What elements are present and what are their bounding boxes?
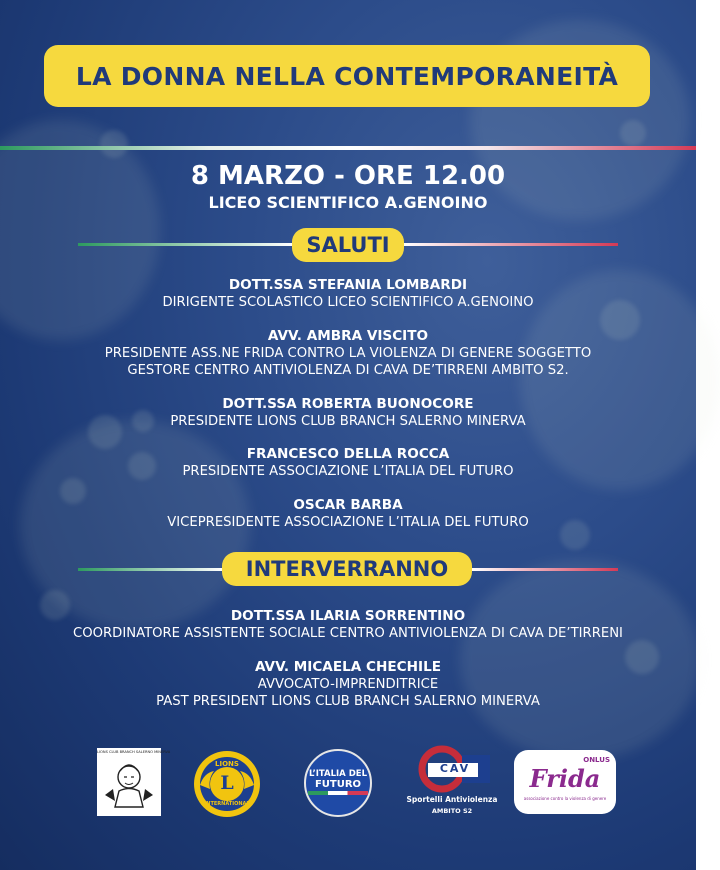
section-label-saluti: SALUTI xyxy=(292,228,404,262)
section-divider-left xyxy=(78,243,292,246)
speaker-name: FRANCESCO DELLA ROCCA xyxy=(246,446,450,462)
speaker-name: DOTT.SSA STEFANIA LOMBARDI xyxy=(228,277,468,293)
speaker-role: DIRIGENTE SCOLASTICO LICEO SCIENTIFICO A.GENOINO xyxy=(162,295,534,310)
lions-logo-top-text: LIONS xyxy=(215,760,239,768)
speaker-entry xyxy=(0,446,696,480)
sportelli-antiviolenza-logo xyxy=(406,747,498,823)
speaker-role: PRESIDENTE LIONS CLUB BRANCH SALERNO MINERVA xyxy=(170,414,526,429)
event-title: LA DONNA NELLA CONTEMPORANEITÀ xyxy=(75,61,619,91)
speaker-role: PRESIDENTE ASS.NE FRIDA CONTRO LA VIOLENZA DI GENERE SOGGETTO xyxy=(104,346,592,361)
speaker-entry xyxy=(0,497,696,531)
mimosa-flower-decoration xyxy=(620,120,646,146)
speaker-entry xyxy=(0,328,696,379)
sportelli-line1: Sportelli Antiviolenza xyxy=(406,795,498,804)
section-divider-right xyxy=(472,568,618,571)
section-divider-left xyxy=(78,568,222,571)
speaker-entry xyxy=(0,659,696,710)
lions-logo-letter: L xyxy=(220,772,234,794)
speaker-entry xyxy=(0,277,696,311)
speaker-entry xyxy=(0,608,696,642)
speaker-role: AVVOCATO-IMPRENDITRICE xyxy=(257,677,439,692)
event-venue: LICEO SCIENTIFICO A.GENOINO xyxy=(208,193,488,212)
sportelli-line2: AMBITO S2 xyxy=(431,807,473,815)
lions-international-logo xyxy=(192,749,262,819)
tricolor-divider xyxy=(0,146,696,150)
lions-logo-bottom-text: INTERNATIONAL xyxy=(204,801,250,807)
speaker-role: COORDINATORE ASSISTENTE SOCIALE CENTRO ANTIVIOLENZA DI CAVA DE’TIRRENI xyxy=(73,626,623,641)
italia-logo-line1: L’ITALIA DEL xyxy=(309,769,367,779)
mimosa-flower-decoration xyxy=(100,130,128,158)
speaker-name: AVV. MICAELA CHECHILE xyxy=(254,659,442,675)
title-banner xyxy=(44,45,650,107)
frida-wordmark: Frida xyxy=(529,764,601,793)
speaker-name: DOTT.SSA ROBERTA BUONOCORE xyxy=(222,396,474,412)
frida-tag: ONLUS xyxy=(583,756,610,764)
speaker-role: VICEPRESIDENTE ASSOCIAZIONE L’ITALIA DEL FUTURO xyxy=(167,515,529,530)
section-divider-right xyxy=(404,243,618,246)
lions-branch-caption: LIONS CLUB BRANCH SALERNO MINERVA xyxy=(97,750,171,754)
cav-mark-text: CAV xyxy=(439,762,471,775)
speaker-name: OSCAR BARBA xyxy=(293,497,403,513)
speaker-name: AVV. AMBRA VISCITO xyxy=(267,328,429,344)
speaker-role: PRESIDENTE ASSOCIAZIONE L’ITALIA DEL FUTURO xyxy=(182,464,514,479)
frida-subtitle: associazione contro la violenza di genere xyxy=(523,796,607,801)
speaker-role: PAST PRESIDENT LIONS CLUB BRANCH SALERNO MINERVA xyxy=(156,694,540,709)
minerva-head-icon xyxy=(97,755,161,813)
italia-del-futuro-logo xyxy=(304,749,372,817)
flag-stripe-icon xyxy=(308,791,368,795)
speaker-role: GESTORE CENTRO ANTIVIOLENZA DI CAVA DE’TIRRENI AMBITO S2. xyxy=(127,363,569,378)
frida-onlus-logo xyxy=(514,750,616,814)
italia-logo-line2: FUTURO xyxy=(314,779,362,790)
speaker-name: DOTT.SSA ILARIA SORRENTINO xyxy=(230,608,466,624)
lions-branch-logo xyxy=(97,748,171,816)
event-date-time: 8 MARZO - ORE 12.00 xyxy=(190,161,506,191)
speaker-entry xyxy=(0,396,696,430)
section-label-interverranno: INTERVERRANNO xyxy=(222,552,472,586)
sponsor-logos xyxy=(0,745,696,825)
